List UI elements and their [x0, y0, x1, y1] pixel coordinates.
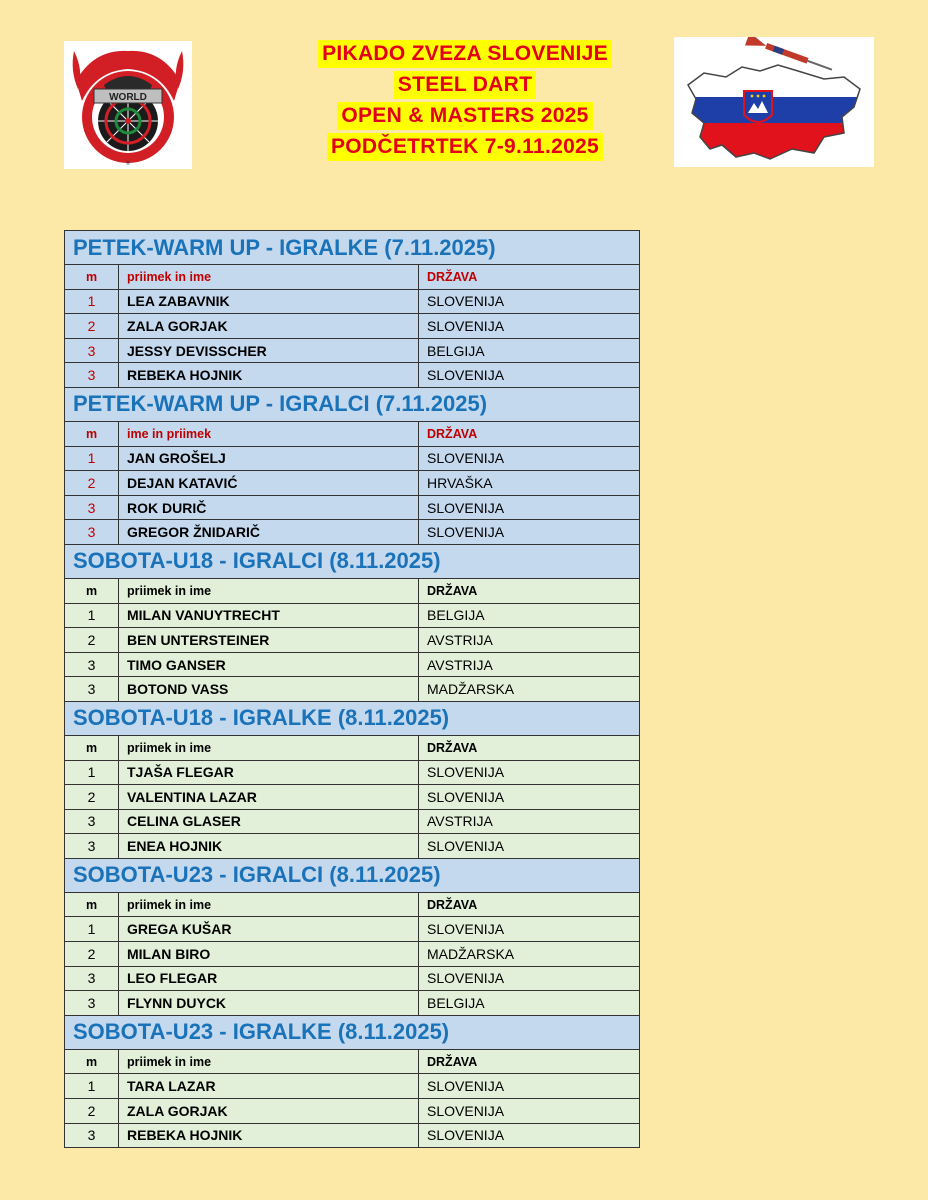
table-row: [65, 603, 640, 628]
table-row: [65, 1074, 640, 1099]
column-header-row: [65, 735, 640, 760]
player-name-cell: BOTOND VASS: [119, 677, 419, 702]
place-cell: 2: [65, 314, 119, 339]
country-cell: SLOVENIJA: [419, 1123, 640, 1148]
place-cell: 3: [65, 991, 119, 1016]
table-row: [65, 917, 640, 942]
section-title-row: [65, 858, 640, 892]
country-cell: SLOVENIJA: [419, 785, 640, 810]
column-header-row: [65, 892, 640, 917]
svg-text:®: ®: [126, 161, 130, 167]
country-cell: AVSTRIJA: [419, 628, 640, 653]
column-header-name: priimek in ime: [119, 735, 419, 760]
column-header-place: m: [65, 578, 119, 603]
player-name-cell: VALENTINA LAZAR: [119, 785, 419, 810]
country-cell: SLOVENIJA: [419, 1074, 640, 1099]
player-name-cell: LEO FLEGAR: [119, 966, 419, 991]
country-cell: SLOVENIJA: [419, 760, 640, 785]
section-title-row: [65, 701, 640, 735]
table-row: [65, 785, 640, 810]
place-cell: 1: [65, 760, 119, 785]
country-cell: SLOVENIJA: [419, 520, 640, 545]
section-title-row: [65, 231, 640, 265]
header-line-discipline: STEEL DART: [394, 71, 536, 99]
column-header-place: m: [65, 265, 119, 290]
column-header-name: priimek in ime: [119, 265, 419, 290]
table-row: [65, 652, 640, 677]
table-row: [65, 314, 640, 339]
player-name-cell: CELINA GLASER: [119, 809, 419, 834]
player-name-cell: FLYNN DUYCK: [119, 991, 419, 1016]
player-name-cell: ROK DURIČ: [119, 495, 419, 520]
player-name-cell: JESSY DEVISSCHER: [119, 338, 419, 363]
column-header-row: [65, 421, 640, 446]
place-cell: 3: [65, 652, 119, 677]
player-name-cell: LEA ZABAVNIK: [119, 289, 419, 314]
table-row: [65, 338, 640, 363]
place-cell: 1: [65, 446, 119, 471]
section-title-row: [65, 387, 640, 421]
column-header-name: priimek in ime: [119, 578, 419, 603]
column-header-name: priimek in ime: [119, 892, 419, 917]
country-cell: SLOVENIJA: [419, 1099, 640, 1124]
column-header-name: priimek in ime: [119, 1049, 419, 1074]
place-cell: 3: [65, 338, 119, 363]
wdf-logo: [64, 41, 192, 169]
place-cell: 2: [65, 942, 119, 967]
column-header-country: DRŽAVA: [419, 892, 640, 917]
table-row: [65, 677, 640, 702]
section-title-row: [65, 1015, 640, 1049]
place-cell: 3: [65, 495, 119, 520]
table-row: [65, 446, 640, 471]
table-row: [65, 760, 640, 785]
country-cell: SLOVENIJA: [419, 495, 640, 520]
place-cell: 3: [65, 966, 119, 991]
player-name-cell: ZALA GORJAK: [119, 314, 419, 339]
country-cell: AVSTRIJA: [419, 809, 640, 834]
table-row: [65, 809, 640, 834]
section-title-row: [65, 544, 640, 578]
table-row: [65, 834, 640, 859]
player-name-cell: REBEKA HOJNIK: [119, 1123, 419, 1148]
country-cell: SLOVENIJA: [419, 314, 640, 339]
event-header: [240, 40, 690, 164]
country-cell: BELGIJA: [419, 991, 640, 1016]
place-cell: 2: [65, 471, 119, 496]
header-line-federation: PIKADO ZVEZA SLOVENIJE: [318, 40, 612, 68]
section-title: SOBOTA-U23 - IGRALCI (8.11.2025): [65, 858, 640, 892]
country-cell: SLOVENIJA: [419, 834, 640, 859]
player-name-cell: GREGA KUŠAR: [119, 917, 419, 942]
column-header-country: DRŽAVA: [419, 1049, 640, 1074]
country-cell: HRVAŠKA: [419, 471, 640, 496]
column-header-place: m: [65, 892, 119, 917]
place-cell: 1: [65, 603, 119, 628]
place-cell: 1: [65, 289, 119, 314]
place-cell: 3: [65, 677, 119, 702]
place-cell: 2: [65, 785, 119, 810]
results-table: [64, 230, 640, 1148]
slovenia-map-logo: [674, 37, 874, 167]
player-name-cell: TJAŠA FLEGAR: [119, 760, 419, 785]
player-name-cell: ZALA GORJAK: [119, 1099, 419, 1124]
wdf-logo-graphic: [64, 41, 192, 169]
section-title: SOBOTA-U23 - IGRALKE (8.11.2025): [65, 1015, 640, 1049]
column-header-name: ime in priimek: [119, 421, 419, 446]
table-row: [65, 495, 640, 520]
table-row: [65, 471, 640, 496]
table-row: [65, 520, 640, 545]
player-name-cell: TARA LAZAR: [119, 1074, 419, 1099]
column-header-place: m: [65, 1049, 119, 1074]
player-name-cell: ENEA HOJNIK: [119, 834, 419, 859]
country-cell: MADŽARSKA: [419, 677, 640, 702]
column-header-country: DRŽAVA: [419, 421, 640, 446]
svg-text:WORLD: WORLD: [109, 92, 147, 103]
table-row: [65, 991, 640, 1016]
section-title: SOBOTA-U18 - IGRALKE (8.11.2025): [65, 701, 640, 735]
country-cell: SLOVENIJA: [419, 289, 640, 314]
table-row: [65, 942, 640, 967]
country-cell: SLOVENIJA: [419, 966, 640, 991]
country-cell: SLOVENIJA: [419, 363, 640, 388]
table-row: [65, 966, 640, 991]
section-title: PETEK-WARM UP - IGRALKE (7.11.2025): [65, 231, 640, 265]
player-name-cell: MILAN BIRO: [119, 942, 419, 967]
place-cell: 3: [65, 1123, 119, 1148]
column-header-country: DRŽAVA: [419, 578, 640, 603]
section-title: SOBOTA-U18 - IGRALCI (8.11.2025): [65, 544, 640, 578]
player-name-cell: JAN GROŠELJ: [119, 446, 419, 471]
column-header-country: DRŽAVA: [419, 265, 640, 290]
country-cell: MADŽARSKA: [419, 942, 640, 967]
results-body: [65, 231, 640, 1148]
table-row: [65, 1123, 640, 1148]
country-cell: BELGIJA: [419, 338, 640, 363]
place-cell: 1: [65, 917, 119, 942]
header-line-venue-date: PODČETRTEK 7-9.11.2025: [327, 133, 603, 161]
section-title: PETEK-WARM UP - IGRALCI (7.11.2025): [65, 387, 640, 421]
place-cell: 2: [65, 1099, 119, 1124]
table-row: [65, 289, 640, 314]
slovenia-map-graphic: [674, 37, 874, 167]
place-cell: 3: [65, 363, 119, 388]
column-header-place: m: [65, 735, 119, 760]
table-row: [65, 1099, 640, 1124]
country-cell: BELGIJA: [419, 603, 640, 628]
country-cell: SLOVENIJA: [419, 917, 640, 942]
player-name-cell: TIMO GANSER: [119, 652, 419, 677]
country-cell: AVSTRIJA: [419, 652, 640, 677]
place-cell: 2: [65, 628, 119, 653]
place-cell: 1: [65, 1074, 119, 1099]
player-name-cell: BEN UNTERSTEINER: [119, 628, 419, 653]
player-name-cell: REBEKA HOJNIK: [119, 363, 419, 388]
header-line-event: OPEN & MASTERS 2025: [337, 102, 592, 130]
column-header-place: m: [65, 421, 119, 446]
column-header-row: [65, 578, 640, 603]
country-cell: SLOVENIJA: [419, 446, 640, 471]
place-cell: 3: [65, 834, 119, 859]
column-header-row: [65, 1049, 640, 1074]
column-header-row: [65, 265, 640, 290]
table-row: [65, 363, 640, 388]
table-row: [65, 628, 640, 653]
column-header-country: DRŽAVA: [419, 735, 640, 760]
player-name-cell: DEJAN KATAVIĆ: [119, 471, 419, 496]
player-name-cell: MILAN VANUYTRECHT: [119, 603, 419, 628]
player-name-cell: GREGOR ŽNIDARIČ: [119, 520, 419, 545]
place-cell: 3: [65, 520, 119, 545]
place-cell: 3: [65, 809, 119, 834]
